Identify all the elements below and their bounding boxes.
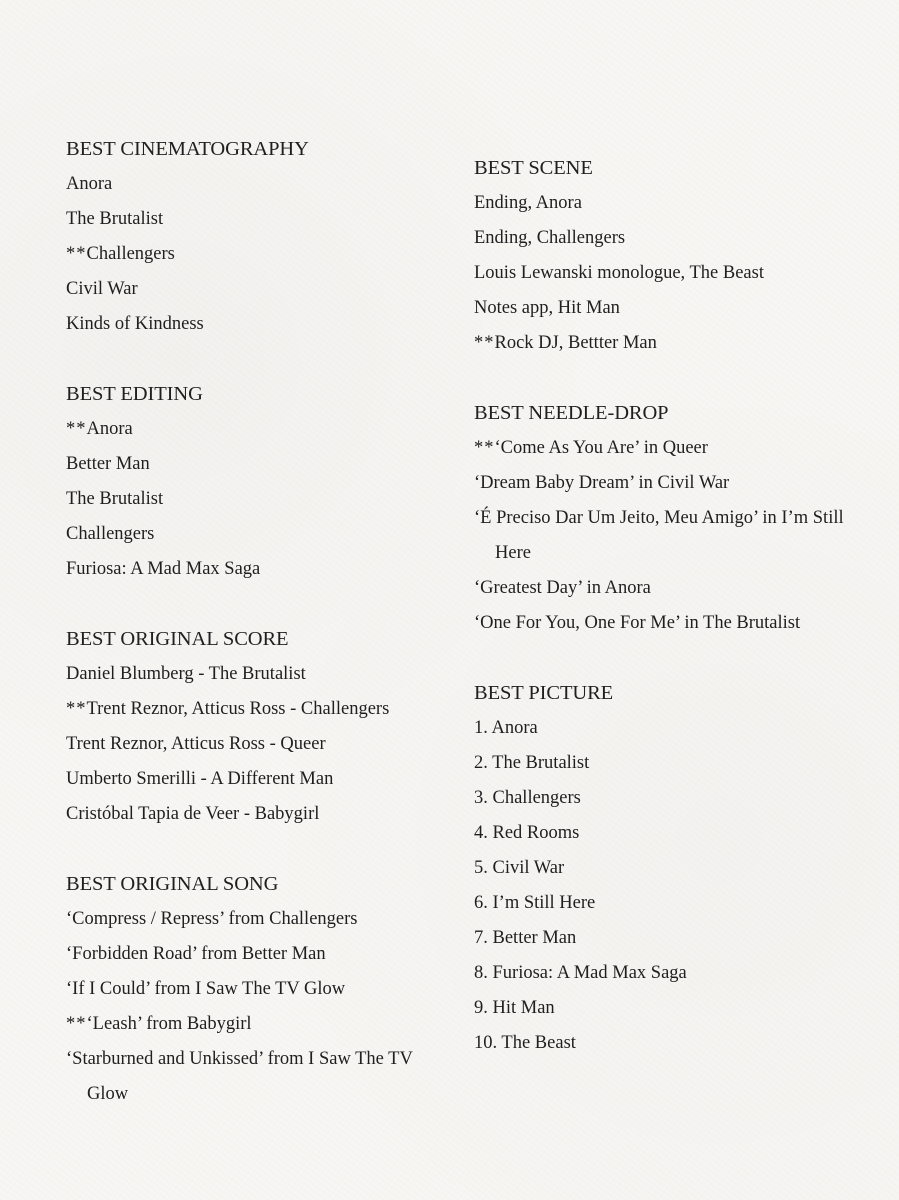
nominee-text: 9. Hit Man bbox=[474, 998, 555, 1018]
nominee-text: ‘Come As You Are’ in Queer bbox=[494, 438, 708, 458]
category-title: BEST NEEDLE-DROP bbox=[474, 402, 669, 424]
nominee-text: 8. Furiosa: A Mad Max Saga bbox=[474, 963, 687, 983]
nominee-item bbox=[474, 956, 884, 991]
nominee-item bbox=[474, 851, 884, 886]
winner-marker: ** bbox=[474, 438, 495, 458]
nominee-item bbox=[66, 167, 456, 202]
nominee-text: 3. Challengers bbox=[474, 788, 581, 808]
nominee-item bbox=[474, 991, 884, 1026]
category-best-picture bbox=[474, 676, 884, 1061]
nominee-item bbox=[66, 202, 456, 237]
nominee-text: Challengers bbox=[86, 244, 175, 264]
nominee-text: ‘One For You, One For Me’ in The Brutalist bbox=[474, 613, 801, 633]
category-title: BEST ORIGINAL SONG bbox=[66, 873, 279, 895]
nominee-text: ‘Dream Baby Dream’ in Civil War bbox=[474, 473, 730, 493]
nominee-item bbox=[66, 1042, 456, 1112]
category-best-editing bbox=[66, 377, 456, 587]
nominee-item-winner bbox=[474, 431, 884, 466]
category-best-original-score bbox=[66, 622, 456, 832]
nominee-item bbox=[66, 797, 456, 832]
nominee-text: ‘Forbidden Road’ from Better Man bbox=[66, 944, 326, 964]
nominee-item bbox=[474, 571, 884, 606]
nominee-item bbox=[66, 657, 456, 692]
nominee-item bbox=[474, 256, 884, 291]
nominee-item bbox=[66, 552, 456, 587]
nominee-item bbox=[66, 727, 456, 762]
nominee-text: Anora bbox=[66, 174, 113, 194]
category-best-original-song bbox=[66, 867, 456, 1112]
nominee-text: The Brutalist bbox=[66, 209, 164, 229]
nominee-text: The Brutalist bbox=[66, 489, 164, 509]
category-title: BEST CINEMATOGRAPHY bbox=[66, 138, 309, 160]
nominee-text: Notes app, Hit Man bbox=[474, 298, 620, 318]
nominee-text: Trent Reznor, Atticus Ross - Queer bbox=[66, 734, 326, 754]
nominee-list bbox=[474, 431, 884, 641]
nominee-text: 2. The Brutalist bbox=[474, 753, 590, 773]
nominee-item bbox=[66, 482, 456, 517]
nominee-text: ‘Compress / Repress’ from Challengers bbox=[66, 909, 358, 929]
nominee-text: Trent Reznor, Atticus Ross - Challengers bbox=[86, 699, 390, 719]
winner-marker: ** bbox=[66, 419, 87, 439]
nominee-text: ‘Leash’ from Babygirl bbox=[86, 1014, 252, 1034]
category-title: BEST EDITING bbox=[66, 383, 203, 405]
nominee-item bbox=[66, 972, 456, 1007]
winner-marker: ** bbox=[66, 1014, 87, 1034]
category-best-scene bbox=[474, 151, 884, 361]
category-best-cinematography bbox=[66, 132, 456, 342]
nominee-text: 5. Civil War bbox=[474, 858, 565, 878]
nominee-list bbox=[474, 186, 884, 361]
category-title: BEST SCENE bbox=[474, 157, 593, 179]
nominee-text: Ending, Anora bbox=[474, 193, 582, 213]
right-column bbox=[474, 151, 884, 1096]
nominee-list bbox=[66, 412, 456, 587]
nominee-item bbox=[66, 447, 456, 482]
nominee-item bbox=[474, 221, 884, 256]
nominee-item bbox=[474, 816, 884, 851]
nominee-item bbox=[474, 746, 884, 781]
winner-marker: ** bbox=[474, 333, 495, 353]
nominee-text: 4. Red Rooms bbox=[474, 823, 580, 843]
left-column bbox=[66, 132, 456, 1147]
nominee-text: Better Man bbox=[66, 454, 150, 474]
nominee-item-winner bbox=[66, 692, 456, 727]
nominee-item bbox=[474, 921, 884, 956]
nominee-item bbox=[474, 466, 884, 501]
nominee-text: Louis Lewanski monologue, The Beast bbox=[474, 263, 764, 283]
nominee-item bbox=[474, 1026, 884, 1061]
winner-marker: ** bbox=[66, 244, 87, 264]
winner-marker: ** bbox=[66, 699, 87, 719]
nominee-item bbox=[66, 762, 456, 797]
nominee-item bbox=[66, 937, 456, 972]
nominee-list bbox=[66, 902, 456, 1112]
nominee-item bbox=[474, 501, 884, 571]
nominee-text: Furiosa: A Mad Max Saga bbox=[66, 559, 261, 579]
nominee-item-winner bbox=[66, 412, 456, 447]
nominee-text: Ending, Challengers bbox=[474, 228, 626, 248]
nominee-item-winner bbox=[66, 1007, 456, 1042]
nominee-text: ‘É Preciso Dar Um Jeito, Meu Amigo’ in I’m Still Here bbox=[474, 508, 844, 563]
nominee-text: Anora bbox=[86, 419, 133, 439]
nominee-item bbox=[474, 711, 884, 746]
nominee-text: ‘If I Could’ from I Saw The TV Glow bbox=[66, 979, 346, 999]
nominee-item bbox=[474, 886, 884, 921]
nominee-text: 1. Anora bbox=[474, 718, 538, 738]
nominee-list bbox=[66, 167, 456, 342]
nominee-text: Umberto Smerilli - A Different Man bbox=[66, 769, 334, 789]
nominee-text: 7. Better Man bbox=[474, 928, 577, 948]
nominee-item bbox=[474, 291, 884, 326]
nominee-list bbox=[474, 711, 884, 1061]
nominee-item-winner bbox=[66, 237, 456, 272]
nominee-text: Cristóbal Tapia de Veer - Babygirl bbox=[66, 804, 320, 824]
nominee-item-winner bbox=[474, 326, 884, 361]
nominee-text: 10. The Beast bbox=[474, 1033, 576, 1053]
category-best-needle-drop bbox=[474, 396, 884, 641]
nominee-text: Rock DJ, Bettter Man bbox=[494, 333, 657, 353]
category-title: BEST PICTURE bbox=[474, 682, 614, 704]
nominee-text: 6. I’m Still Here bbox=[474, 893, 596, 913]
nominee-list bbox=[66, 657, 456, 832]
category-title: BEST ORIGINAL SCORE bbox=[66, 628, 289, 650]
nominee-text: Daniel Blumberg - The Brutalist bbox=[66, 664, 306, 684]
nominee-text: Challengers bbox=[66, 524, 155, 544]
nominee-item bbox=[474, 781, 884, 816]
nominee-text: Kinds of Kindness bbox=[66, 314, 204, 334]
nominee-item bbox=[66, 272, 456, 307]
nominee-item bbox=[66, 517, 456, 552]
nominee-text: ‘Greatest Day’ in Anora bbox=[474, 578, 651, 598]
nominee-text: Civil War bbox=[66, 279, 138, 299]
nominee-text: ‘Starburned and Unkissed’ from I Saw The TV Glow bbox=[66, 1049, 413, 1104]
nominee-item bbox=[474, 606, 884, 641]
nominee-item bbox=[474, 186, 884, 221]
nominee-item bbox=[66, 307, 456, 342]
nominee-item bbox=[66, 902, 456, 937]
